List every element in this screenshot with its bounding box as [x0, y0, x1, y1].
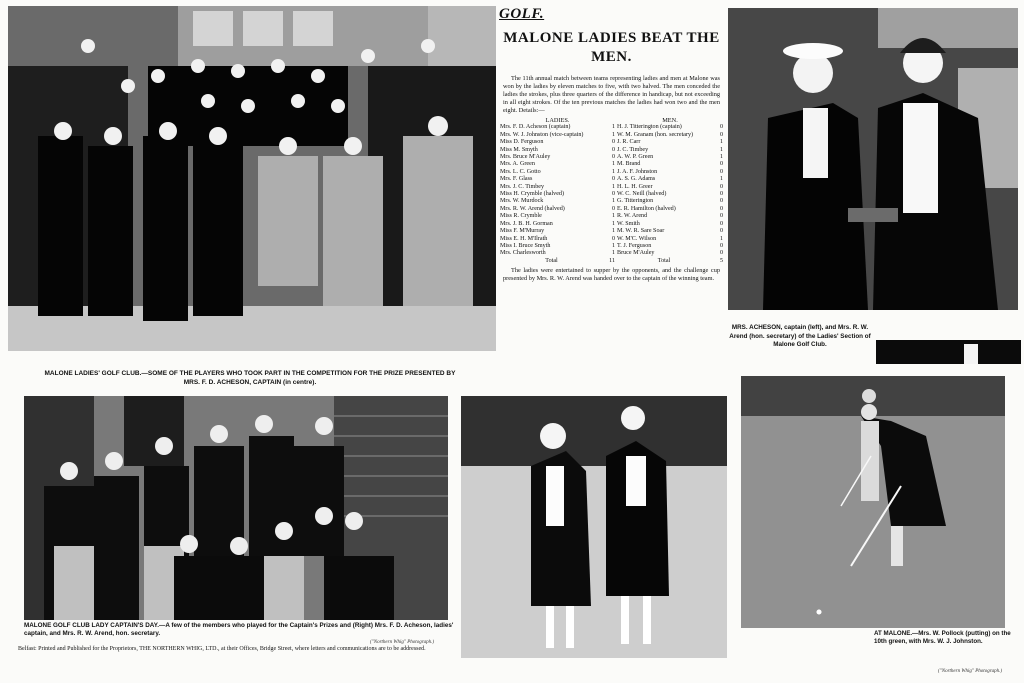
lady-score: 0 [611, 205, 615, 212]
lady-name: Miss F. M'Murray [500, 228, 545, 235]
result-row [499, 147, 724, 154]
man-score: 1 [719, 139, 723, 146]
lady-name: Mrs. Charlesworth [500, 250, 546, 257]
headline-line-1: MALONE LADIES BEAT THE [503, 30, 720, 46]
portrait-photo [728, 8, 1018, 310]
putting-caption: AT MALONE.—Mrs. W. Pollock (putting) on the 10th green, with Mrs. W. J. Johnston. [874, 630, 1011, 645]
man-score: 0 [719, 205, 723, 212]
lady-name: Mrs. F. D. Acheson (captain) [500, 124, 571, 131]
man-name: J. R. Carr [617, 139, 641, 146]
results-table [499, 117, 724, 265]
lady-name: Mrs. W. J. Johnston (vice-captain) [500, 131, 584, 138]
man-score: 0 [719, 191, 723, 198]
lady-name: Mrs. A. Green [500, 161, 535, 168]
man-score: 0 [719, 161, 723, 168]
lady-name: Mrs. Bruce M'Auley [500, 154, 551, 161]
man-score: 0 [719, 183, 723, 190]
man-score: 0 [719, 124, 723, 131]
man-name: R. W. Arend [617, 213, 648, 220]
lady-score: 0 [611, 139, 615, 146]
result-row [499, 198, 724, 205]
lady-name: Mrs. J. C. Timbey [500, 183, 545, 190]
result-row [499, 176, 724, 183]
lady-score: 1 [611, 242, 615, 249]
man-name: W. C. Neill (halved) [617, 191, 667, 198]
lady-score: 1 [611, 220, 615, 227]
man-score: 0 [719, 228, 723, 235]
man-score: 0 [719, 250, 723, 257]
result-row [499, 250, 724, 257]
captains-day-caption: MALONE GOLF CLUB LADY CAPTAIN'S DAY.—A few of the members who played for the Captain's Prizes and (Right) Mrs. F. D. Acheson, ladies' captain, and Mrs. R. W. Arend, hon. secretary. [24, 622, 454, 637]
group-photo-caption: MALONE LADIES' GOLF CLUB.—SOME OF THE PLAYERS WHO TOOK PART IN THE COMPETITION FOR THE PRIZE PRESENTED BY MRS. F. D. ACHESON, CAPTAIN (in centre). [44, 370, 456, 386]
lady-name: Miss E. H. M'Ilrath [500, 235, 548, 242]
imprint-footer: Belfast: Printed and Published for the Proprietors, THE NORTHERN WHIG, LTD., at their Offices, Bridge Street, where letters and communications are to be addressed. [18, 646, 426, 652]
lady-name: Miss H. Crymble (halved) [500, 191, 564, 198]
man-name: W. M'C. Wilson [617, 235, 657, 242]
man-name: J. A. F. Johnston [617, 168, 658, 175]
lady-score: 1 [611, 131, 615, 138]
men-total: 5 [719, 257, 723, 264]
man-name: T. J. Ferguson [617, 242, 652, 249]
result-row [499, 132, 724, 139]
man-score: 0 [719, 213, 723, 220]
lady-score: 1 [611, 250, 615, 257]
lady-name: Miss R. Crymble [500, 213, 542, 220]
man-name: G. Titterington [617, 198, 654, 205]
ladies-total: 11 [609, 257, 615, 264]
result-row [499, 191, 724, 198]
man-score: 1 [719, 235, 723, 242]
article-headline [499, 29, 724, 67]
man-score: 1 [719, 146, 723, 153]
man-name: W. Smith [617, 220, 640, 227]
lady-score: 1 [611, 168, 615, 175]
man-score: 1 [719, 154, 723, 161]
result-row [499, 124, 724, 131]
lady-score: 0 [611, 176, 615, 183]
group-photo [8, 6, 496, 351]
result-row [499, 213, 724, 220]
article-kicker: GOLF. [499, 6, 545, 22]
man-score: 0 [719, 131, 723, 138]
man-score: 0 [719, 168, 723, 175]
putting-photo [741, 376, 1005, 628]
lady-name: Mrs. J. B. H. Gorman [500, 220, 553, 227]
headline-line-2: MEN. [591, 49, 632, 65]
lady-score: 1 [611, 183, 615, 190]
man-name: A. W. P. Green [617, 154, 654, 161]
article-intro: The 11th annual match between teams representing ladies and men at Malone was won by the ladies by eleven matches to five, with two halved. The men conceded the ladies the strokes, plus three quarters of the difference in handicap, but not exceeding in all eight strokes. Of the ten previous matches the ladies had won two and the men eight. Details:— [503, 75, 720, 114]
lady-score: 0 [611, 154, 615, 161]
lady-score: 0 [611, 235, 615, 242]
ladies-total-label: Total [545, 257, 558, 264]
men-header: MEN. [662, 117, 678, 124]
portrait-photo-strip [876, 340, 1021, 364]
lady-name: Miss D. Ferguson [500, 139, 544, 146]
man-score: 0 [719, 220, 723, 227]
result-row [499, 236, 724, 243]
lady-score: 1 [611, 228, 615, 235]
man-name: M. Brand [617, 161, 641, 168]
man-score: 1 [719, 176, 723, 183]
man-name: A. S. G. Adams [617, 176, 656, 183]
man-name: E. R. Hamilton (halved) [617, 205, 676, 212]
article [499, 6, 724, 386]
result-row [499, 228, 724, 235]
lady-name: Miss M. Smyth [500, 146, 538, 153]
result-row [499, 243, 724, 250]
man-name: M. W. R. Sare Soar [617, 228, 665, 235]
result-row [499, 206, 724, 213]
captains-day-credit: ("Northern Whig" Photograph.) [370, 640, 435, 645]
walking-photo [461, 396, 727, 658]
captains-day-photo [24, 396, 448, 620]
result-row [499, 154, 724, 161]
lady-score: 0 [611, 146, 615, 153]
lady-name: Mrs. R. W. Arend (halved) [500, 205, 565, 212]
lady-score: 1 [611, 213, 615, 220]
lady-name: Mrs. L. C. Gotto [500, 168, 541, 175]
man-score: 0 [719, 242, 723, 249]
men-total-label: Total [657, 257, 671, 264]
result-row [499, 184, 724, 191]
lady-name: Mrs. F. Glass [500, 176, 533, 183]
portrait-caption: MRS. ACHESON, captain (left), and Mrs. R. W. Arend (hon. secretary) of the Ladies' Section of Malone Golf Club. [729, 324, 871, 348]
man-score: 0 [719, 198, 723, 205]
article-closing: The ladies were entertained to supper by the opponents, and the challenge cup presented by Mrs. R. W. Arend was handed over to the captain of the winning team. [503, 267, 720, 283]
lady-name: Mrs. W. Murdock [500, 198, 544, 205]
man-name: H. L. H. Greer [617, 183, 653, 190]
result-row [499, 221, 724, 228]
lady-score: 1 [611, 161, 615, 168]
result-row [499, 139, 724, 146]
lady-score: 1 [611, 198, 615, 205]
man-name: H. J. Titterington (captain) [617, 124, 682, 131]
man-name: Bruce M'Auley [617, 250, 655, 257]
putting-credit: ("Northern Whig" Photograph.) [938, 669, 1003, 674]
result-row [499, 161, 724, 168]
lady-score: 0 [611, 191, 615, 198]
result-row [499, 169, 724, 176]
ladies-header: LADIES. [545, 117, 570, 124]
man-name: W. M. Granam (hon. secretary) [617, 131, 694, 138]
lady-name: Miss I. Bruce Smyth [500, 242, 551, 249]
lady-score: 1 [611, 124, 615, 131]
man-name: J. C. Timbey [617, 146, 649, 153]
